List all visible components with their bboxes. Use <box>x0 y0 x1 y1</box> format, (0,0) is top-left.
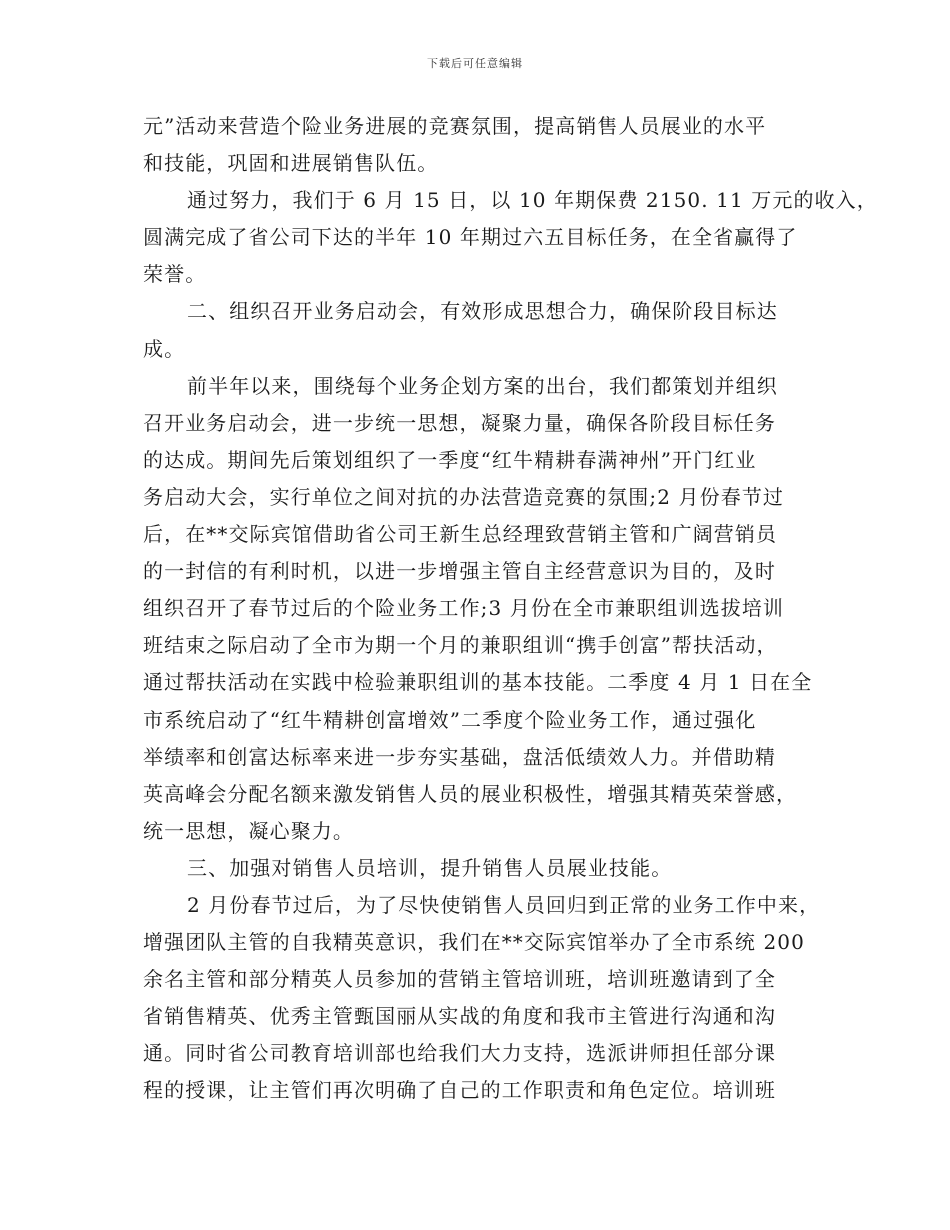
document-body <box>143 108 878 1110</box>
text-line: 通过努力，我们于 6 月 15 日，以 10 年期保费 2150. 11 万元的收入， <box>187 188 878 213</box>
text-line: 召开业务启动会，进一步统一思想，凝聚力量，确保各阶段目标任务 <box>143 410 776 435</box>
text-line: 增强团队主管的自我精英意识，我们在**交际宾馆举办了全市系统 200 <box>143 930 805 955</box>
text-line: 组织召开了春节过后的个险业务工作;3 月份在全市兼职组训选拔培训 <box>143 596 785 621</box>
text-line: 后，在**交际宾馆借助省公司王新生总经理致营销主管和广阔营销员 <box>143 522 778 547</box>
text-line: 前半年以来，围绕每个业务企划方案的出台，我们都策划并组织 <box>187 373 778 398</box>
text-line: 二、组织召开业务启动会，有效形成思想合力，确保阶段目标达 <box>187 299 778 324</box>
text-line: 和技能，巩固和进展销售队伍。 <box>143 151 439 176</box>
text-line: 举绩率和创富达标率来进一步夯实基础，盘活低绩效人力。并借助精 <box>143 744 776 769</box>
text-line: 2 月份春节过后，为了尽快使销售人员回归到正常的业务工作中来， <box>187 892 821 917</box>
page-header-note: 下载后可任意编辑 <box>427 57 523 70</box>
text-line: 班结束之际启动了全市为期一个月的兼职组训“携手创富”帮扶活动， <box>143 633 778 658</box>
text-line: 英高峰会分配名额来激发销售人员的展业积极性，增强其精英荣誉感， <box>143 781 798 806</box>
text-line: 统一思想，凝心聚力。 <box>143 818 354 843</box>
text-line: 省销售精英、优秀主管甄国丽从实战的角度和我市主管进行沟通和沟 <box>143 1004 776 1029</box>
text-line: 通。同时省公司教育培训部也给我们大力支持，选派讲师担任部分课 <box>143 1041 776 1066</box>
text-line: 成。 <box>143 336 186 361</box>
text-line: 荣誉。 <box>143 262 207 287</box>
text-line: 三、加强对销售人员培训，提升销售人员展业技能。 <box>187 855 673 880</box>
text-line: 的达成。期间先后策划组织了一季度“红牛精耕春满神州”开门红业 <box>143 447 757 472</box>
text-line: 元”活动来营造个险业务进展的竞赛氛围，提高销售人员展业的水平 <box>143 114 767 138</box>
text-line: 市系统启动了“红牛精耕创富增效”二季度个险业务工作，通过强化 <box>143 707 757 732</box>
text-line: 的一封信的有利时机，以进一步增强主管自主经营意识为目的，及时 <box>143 559 776 584</box>
text-line: 程的授课，让主管们再次明确了自己的工作职责和角色定位。培训班 <box>143 1078 776 1103</box>
text-line: 通过帮扶活动在实践中检验兼职组训的基本技能。二季度 4 月 1 日在全 <box>143 670 813 695</box>
text-line: 圆满完成了省公司下达的半年 10 年期过六五目标任务，在全省赢得了 <box>143 225 798 250</box>
text-line: 余名主管和部分精英人员参加的营销主管培训班，培训班邀请到了全 <box>143 967 776 992</box>
text-line: 务启动大会，实行单位之间对抗的办法营造竞赛的氛围;2 月份春节过 <box>143 484 785 509</box>
